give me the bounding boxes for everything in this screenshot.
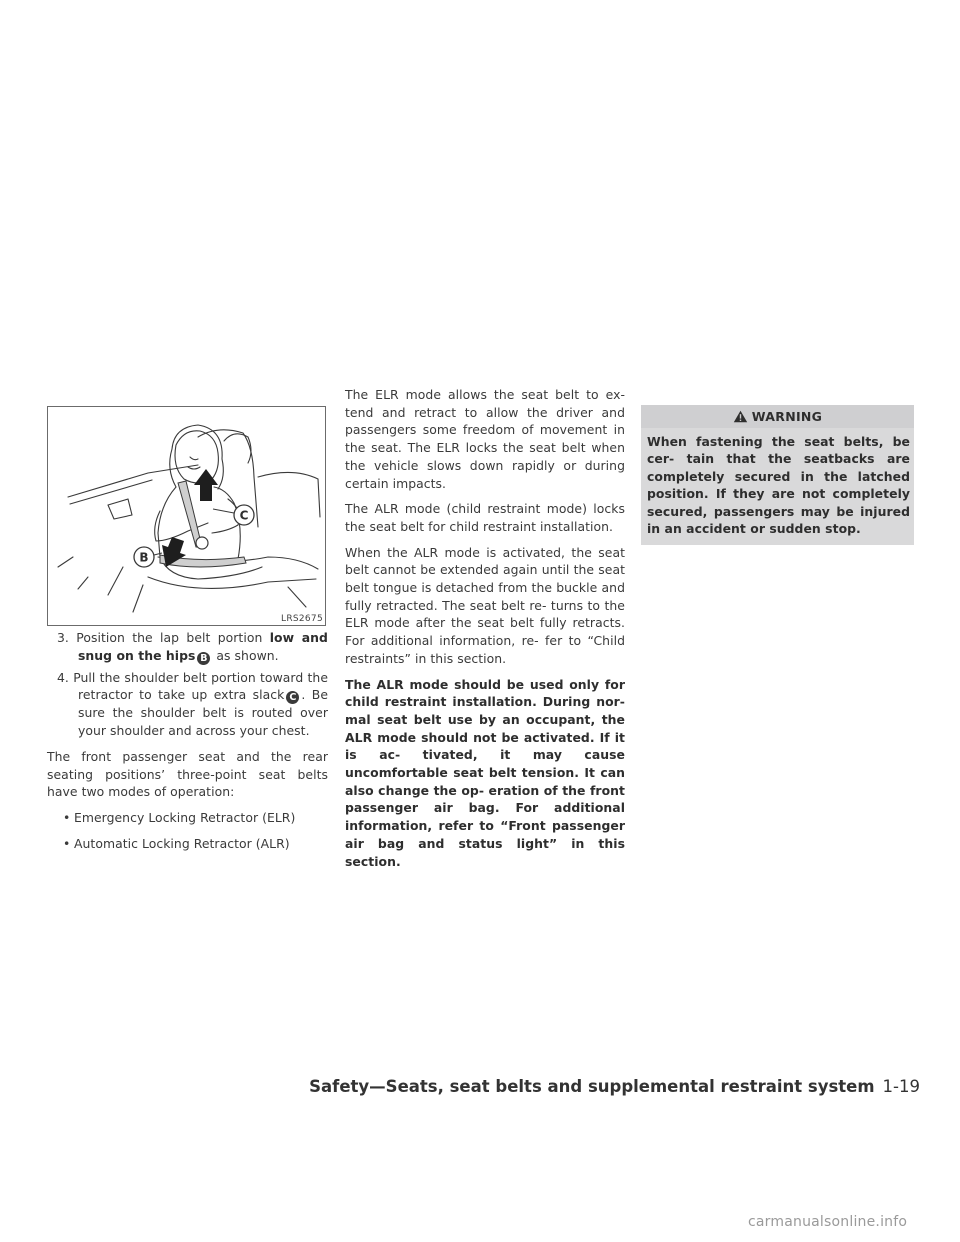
warning-triangle-icon xyxy=(733,410,748,423)
step-3 xyxy=(47,629,328,665)
warning-text: When fastening the seat belts, be cer- tain that the seatbacks are completely secured in the latched position. If they are not completely secured, passengers may be injured in an accident or sudden stop. xyxy=(647,434,910,537)
section-title: Safety—Seats, seat belts and supplemental restraint system xyxy=(309,1077,875,1096)
occupant-hair xyxy=(170,425,224,489)
figure-code: LRS2675 xyxy=(281,614,323,624)
alr-caution-paragraph: The ALR mode should be used only for child restraint installation. During nor- mal seat belt use by an occupant, the ALR mode should not be activated. If it is ac- tivated, it may cause uncomfortable seat belt tension. It can also change the op- eration of the front passenger air bag. For additional information, refer to “Front passenger air bag and status light” in this section. xyxy=(345,676,625,869)
bullet-icon: • xyxy=(63,809,71,825)
list-item-text: Automatic Locking Retractor (ALR) xyxy=(74,835,290,851)
page-number: 1-19 xyxy=(882,1077,920,1096)
page-footer xyxy=(309,1077,920,1096)
intro-paragraph: The front passenger seat and the rear seating positions’ three-point seat belts have two modes of operation: xyxy=(47,748,328,800)
arrow-c-up xyxy=(194,469,218,501)
door-panel xyxy=(108,499,132,519)
warning-title: WARNING xyxy=(751,408,823,424)
list-item xyxy=(47,809,328,827)
bullet-icon: • xyxy=(63,835,71,851)
marker-b-icon: B xyxy=(197,652,210,665)
step-emphasis: low and snug on the hips xyxy=(78,630,328,663)
headrest xyxy=(224,434,251,463)
right-column xyxy=(641,405,914,545)
left-column xyxy=(47,406,328,852)
callout-b-label: B xyxy=(139,550,149,565)
list-item xyxy=(47,835,328,853)
warning-box xyxy=(641,405,914,545)
seat-cushion xyxy=(148,577,316,588)
alr-activation-paragraph: When the ALR mode is activated, the seat belt cannot be extended again until the seat belt tongue is detached from the buckle and fully retracted. The seat belt re- turns to the ELR mode after the seat belt fully retracts. For additional information, re- fer to “Child restraints” in this section. xyxy=(345,544,625,666)
middle-column xyxy=(345,386,625,870)
step-text: Position the lap belt portion xyxy=(76,630,270,645)
occupant-face xyxy=(188,457,200,469)
warning-header xyxy=(641,405,914,428)
seat-right xyxy=(258,472,320,517)
step-text: as shown. xyxy=(212,647,279,663)
callout-c-label: C xyxy=(239,508,249,523)
belt-buckle xyxy=(196,537,208,549)
elr-paragraph: The ELR mode allows the seat belt to ex- tend and retract to allow the driver and passengers some freedom of movement in the seat. The ELR locks the seat belt when the vehicle slows down rapidly or during certain impacts. xyxy=(345,387,625,491)
seatbelt-illustration xyxy=(47,406,326,626)
marker-c-icon: C xyxy=(286,691,299,704)
step-text: . Be sure the shoulder belt is routed over your shoulder and across your chest. xyxy=(78,687,328,739)
occupant-arm xyxy=(155,511,208,541)
step-text: Pull the shoulder belt portion toward the retractor to take up extra slack xyxy=(73,669,328,703)
list-item-text: Emergency Locking Retractor (ELR) xyxy=(74,809,296,825)
occupant-head xyxy=(175,431,218,483)
callout-c xyxy=(213,505,254,525)
dashboard-line xyxy=(68,465,198,497)
shoulder-belt xyxy=(178,481,202,547)
step-4 xyxy=(47,669,328,740)
step-number: 3. xyxy=(57,630,69,645)
seatbelt-drawing xyxy=(48,407,326,626)
alr-paragraph: The ALR mode (child restraint mode) locks the seat belt for child restraint installation. xyxy=(345,501,625,534)
step-number: 4. xyxy=(57,669,69,685)
watermark: carmanualsonline.info xyxy=(748,1214,908,1230)
